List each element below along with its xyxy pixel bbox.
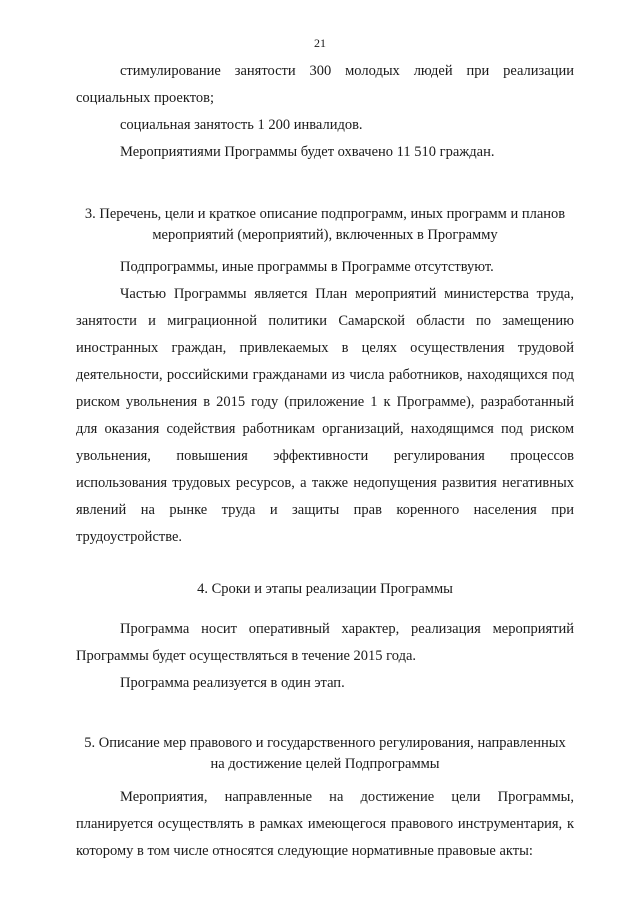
intro-block <box>76 58 574 166</box>
section-3-paragraph-1: Подпрограммы, иные программы в Программе отсутствуют. <box>120 259 494 275</box>
page-number: 21 <box>314 36 326 50</box>
section-5-paragraph-1: Мероприятия, направленные на достижение цели Программы, планируется осуществлять в рамках имеющегося правового инструментария, к которому в том числе относятся следующие нормативные правовые акты: <box>76 789 574 859</box>
section-3-heading: 3. Перечень, цели и краткое описание подпрограмм, иных программ и планов мероприятий (мероприятий), включенных в Программу <box>84 206 566 243</box>
intro-paragraph-2: социальная занятость 1 200 инвалидов. <box>120 117 363 133</box>
section-5-heading: 5. Описание мер правового и государственного регулирования, направленных на достижение целей Подпрограммы <box>84 735 566 772</box>
section-4-paragraph-2: Программа реализуется в один этап. <box>120 675 345 691</box>
intro-paragraph-1: стимулирование занятости 300 молодых людей при реализации социальных проектов; <box>76 63 574 106</box>
section-3-body <box>76 254 574 551</box>
section-3-paragraph-2: Частью Программы является План мероприятий министерства труда, занятости и миграционной политики Самарской области по замещению иностранных граждан, привлекаемых в целях осуществления трудовой деятельности, российскими гражданами из числа работников, находящихся под риском увольнения в 2015 году (приложение 1 к Программе), разработанный для оказания содействия работникам организаций, находящимся под риском увольнения, повышения эффективности регулирования процессов использования трудовых ресурсов, а также недопущения развития негативных явлений на рынке труда и защиты прав коренного населения при трудоустройстве. <box>76 286 574 545</box>
section-4-body <box>76 616 574 697</box>
section-4-paragraph-1: Программа носит оперативный характер, реализация мероприятий Программы будет осуществляться в течение 2015 года. <box>76 621 574 664</box>
section-4-heading: 4. Сроки и этапы реализации Программы <box>197 581 453 597</box>
intro-paragraph-3: Мероприятиями Программы будет охвачено 11 510 граждан. <box>120 144 495 160</box>
section-5-body <box>76 784 574 865</box>
